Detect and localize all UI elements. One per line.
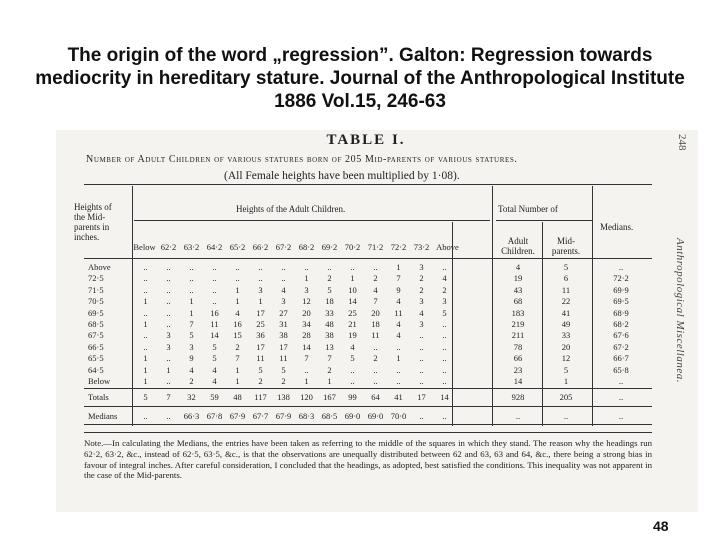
table-cell-adult: ..: [515, 411, 521, 421]
table-cell: 1: [235, 376, 240, 386]
table-cell: 1: [396, 353, 401, 364]
medians-row-label: Medians: [88, 411, 118, 421]
table-cell-median: 67·2: [613, 341, 629, 352]
table-cell: ..: [396, 341, 401, 352]
table-cell: 7: [304, 353, 309, 364]
table-cell: ..: [258, 273, 263, 284]
table-cell: ..: [143, 411, 148, 421]
table-cell-mid: 33: [561, 330, 571, 341]
table-cell: ..: [396, 376, 401, 386]
column-header: Above: [436, 242, 459, 252]
table-cell: ..: [235, 273, 240, 284]
table-cell: 1: [235, 296, 240, 307]
table-cell: 31: [279, 319, 288, 329]
table-cell: 20: [302, 307, 311, 318]
table-cell: 64: [371, 392, 380, 402]
rule: [134, 220, 490, 221]
table-row-label: Below: [88, 376, 111, 386]
table-cell: ..: [189, 284, 194, 295]
table-cell: ..: [166, 307, 171, 318]
table-cell: 19: [348, 330, 357, 341]
side-page-number: 248: [676, 134, 688, 151]
table-cell: ..: [212, 273, 217, 284]
table-cell: 5: [212, 341, 217, 352]
rule: [496, 220, 592, 221]
table-cell: 1: [143, 353, 148, 364]
table-cell: 1: [304, 376, 309, 386]
column-header: 71·2: [367, 242, 384, 252]
table-cell-mid: 11: [561, 284, 571, 295]
table-cell: 2: [419, 273, 424, 284]
table-cell: 9: [396, 284, 401, 295]
table-row-label: 72·5: [88, 273, 104, 284]
column-header: 63·2: [183, 242, 200, 252]
table-cell: ..: [419, 411, 424, 421]
table-cell: 7: [189, 319, 194, 329]
table-cell: 25: [256, 319, 265, 329]
table-row-label: 69·5: [88, 307, 104, 318]
table-cell-median: 69·9: [613, 284, 629, 295]
table-cell-median: ..: [618, 392, 624, 402]
table-cell: 14: [302, 341, 311, 352]
table-cell: 9: [189, 353, 194, 364]
scanned-table-page: [56, 130, 698, 512]
table-cell: 4: [396, 296, 401, 307]
table-cell: 68·5: [321, 411, 338, 421]
column-header: 62·2: [160, 242, 177, 252]
table-cell: 11: [279, 353, 288, 364]
table-cell: 2: [327, 273, 332, 284]
column-header: 70·2: [344, 242, 361, 252]
rule: [84, 406, 652, 407]
table-cell: 3: [258, 284, 263, 295]
table-row-label: 70·5: [88, 296, 104, 307]
table-cell: 1: [235, 364, 240, 375]
table-cell: ..: [419, 376, 424, 386]
column-header: 65·2: [229, 242, 246, 252]
table-cell: 17: [279, 341, 288, 352]
rule: [542, 222, 543, 426]
table-cell-mid: 20: [561, 341, 571, 352]
column-header: 72·2: [390, 242, 407, 252]
rule: [132, 186, 133, 426]
column-header: 69·2: [321, 242, 338, 252]
column-header: 68·2: [298, 242, 315, 252]
table-cell: 67·9: [229, 411, 246, 421]
slide-page-number: 48: [653, 518, 669, 534]
rule: [84, 184, 652, 185]
table-cell: 1: [189, 296, 194, 307]
table-cell: ..: [166, 319, 171, 329]
table-cell: 7: [396, 273, 401, 284]
table-cell: 7: [373, 296, 378, 307]
table-cell: 2: [258, 376, 263, 386]
table-cell: ..: [350, 376, 355, 386]
table-cell: 67·8: [206, 411, 223, 421]
table-cell: 2: [235, 341, 240, 352]
table-cell: ..: [143, 330, 148, 341]
table-cell: 2: [327, 364, 332, 375]
table-cell: 17: [417, 392, 426, 402]
table-cell: ..: [281, 262, 286, 272]
table-cell-adult: 23: [513, 364, 523, 375]
table-cell: 1: [143, 364, 148, 375]
table-cell: ..: [166, 262, 171, 272]
rule: [592, 186, 593, 426]
table-cell: ..: [419, 353, 424, 364]
table-cell: ..: [304, 262, 309, 272]
table-cell-median: 68·2: [613, 319, 629, 329]
table-cell: 1: [304, 273, 309, 284]
table-cell: 99: [348, 392, 357, 402]
column-header: 66·2: [252, 242, 269, 252]
table-cell: 14: [348, 296, 357, 307]
table-cell: 67·7: [252, 411, 269, 421]
table-cell: 3: [304, 284, 309, 295]
table-cell: ..: [166, 353, 171, 364]
table-cell: 5: [442, 307, 447, 318]
table-cell-mid: 22: [561, 296, 571, 307]
header-line: Mid-: [557, 236, 575, 246]
table-cell: ..: [350, 364, 355, 375]
header-midparents-col: [544, 236, 588, 256]
table-cell: 4: [396, 330, 401, 341]
table-cell: 17: [256, 341, 265, 352]
table-cell-adult: 19: [513, 273, 523, 284]
table-cell: ..: [442, 341, 447, 352]
table-cell: ..: [212, 296, 217, 307]
table-cell: 15: [233, 330, 242, 341]
table-cell: ..: [166, 411, 171, 421]
table-cell: 3: [189, 341, 194, 352]
table-cell: 4: [212, 364, 217, 375]
table-cell-adult: 66: [513, 353, 523, 364]
table-cell-adult: 183: [511, 307, 525, 318]
table-cell: 4: [442, 273, 447, 284]
table-cell: 38: [279, 330, 288, 341]
table-cell: 18: [325, 296, 334, 307]
table-cell: ..: [166, 273, 171, 284]
table-cell: 14: [210, 330, 219, 341]
table-cell: ..: [442, 376, 447, 386]
table-row-label: 71·5: [88, 284, 104, 295]
table-cell: 1: [166, 364, 171, 375]
table-cell-median: 65·8: [613, 364, 629, 375]
table-cell: 1: [235, 284, 240, 295]
table-cell: ..: [442, 364, 447, 375]
table-cell: 5: [212, 353, 217, 364]
table-cell: 117: [254, 392, 267, 402]
table-cell: 21: [348, 319, 357, 329]
table-cell: 28: [302, 330, 311, 341]
table-cell: 48: [325, 319, 334, 329]
table-cell: ..: [442, 411, 447, 421]
table-cell: ..: [143, 262, 148, 272]
table-cell: 36: [256, 330, 265, 341]
table-row-label: 66·5: [88, 341, 104, 352]
table-cell: 16: [210, 307, 219, 318]
table-cell: ..: [143, 341, 148, 352]
table-cell: 5: [327, 284, 332, 295]
table-cell: 3: [166, 341, 171, 352]
table-cell: 120: [300, 392, 313, 402]
table-cell: 11: [210, 319, 219, 329]
table-cell: 2: [373, 273, 378, 284]
table-cell: 38: [325, 330, 334, 341]
rule: [492, 186, 493, 426]
table-cell: ..: [442, 319, 447, 329]
table-cell: 5: [281, 364, 286, 375]
table-cell: 5: [350, 353, 355, 364]
table-cell: 4: [373, 284, 378, 295]
table-cell-mid: 205: [559, 392, 573, 402]
table-cell: 167: [323, 392, 336, 402]
table-cell-adult: 219: [511, 319, 525, 329]
table-cell: 1: [396, 262, 401, 272]
table-cell: 20: [371, 307, 380, 318]
table-cell: ..: [189, 262, 194, 272]
table-cell: ..: [442, 330, 447, 341]
table-cell-mid: 49: [561, 319, 571, 329]
header-adult-children-col: [496, 236, 540, 256]
table-cell-median: 72·2: [613, 273, 629, 284]
rule: [84, 424, 652, 425]
table-cell: 12: [302, 296, 311, 307]
table-cell: 70·0: [390, 411, 407, 421]
table-cell: ..: [419, 330, 424, 341]
table-cell: 2: [281, 376, 286, 386]
slide-title: The origin of the word „regression”. Galton: Regression towards mediocrity in hereditary stature. Journal of the Anthropological Institute 1886 Vol.15, 246-63: [35, 45, 685, 112]
table-row-label: Above: [88, 262, 111, 272]
table-cell: ..: [373, 376, 378, 386]
column-header: 67·2: [275, 242, 292, 252]
table-cell: 3: [281, 296, 286, 307]
column-header: 64·2: [206, 242, 223, 252]
table-cell: 138: [277, 392, 290, 402]
table-cell: 5: [189, 330, 194, 341]
table-cell: 67·9: [275, 411, 292, 421]
table-row-label: 68·5: [88, 319, 104, 329]
table-cell: ..: [419, 341, 424, 352]
table-cell: ..: [442, 262, 447, 272]
column-header: Below: [133, 242, 156, 252]
header-adult-children: Heights of the Adult Children.: [236, 204, 346, 214]
table-cell: 11: [394, 307, 403, 318]
table-cell: ..: [442, 353, 447, 364]
table-cell: 33: [325, 307, 334, 318]
table-cell: ..: [166, 284, 171, 295]
side-journal-title: Anthropological Miscellanea.: [674, 238, 686, 383]
table-cell: ..: [373, 341, 378, 352]
table-cell: 1: [327, 376, 332, 386]
table-cell: 4: [396, 319, 401, 329]
table-cell: ..: [189, 273, 194, 284]
table-cell: 2: [189, 376, 194, 386]
header-midparents-line: the Mid-: [74, 212, 106, 222]
table-cell: 14: [440, 392, 449, 402]
table-cell: 69·0: [344, 411, 361, 421]
table-cell: 3: [442, 296, 447, 307]
table-cell-mid: 6: [563, 273, 569, 284]
table-cell-median: 67·6: [613, 330, 629, 341]
table-row-label: 65·5: [88, 353, 104, 364]
table-cell: 4: [350, 341, 355, 352]
table-cell: ..: [419, 364, 424, 375]
table-cell-mid: 5: [563, 364, 569, 375]
table-cell: ..: [373, 364, 378, 375]
table-cell: 1: [189, 307, 194, 318]
table-cell: 68·3: [298, 411, 315, 421]
table-cell: 3: [419, 296, 424, 307]
table-cell: 3: [166, 330, 171, 341]
table-cell-adult: 43: [513, 284, 523, 295]
table-cell: 13: [325, 341, 334, 352]
table-cell: 11: [256, 353, 265, 364]
header-midparents: [74, 202, 126, 242]
table-cell: 7: [235, 353, 240, 364]
table-cell: 4: [419, 307, 424, 318]
table-cell: 18: [371, 319, 380, 329]
table-cell: 10: [348, 284, 357, 295]
table-cell-mid: 5: [563, 262, 569, 272]
table-cell: ..: [235, 262, 240, 272]
table-cell: 4: [281, 284, 286, 295]
table-footnote: Note.—In calculating the Medians, the entries have been taken as referring to the middle of the squares in which they stand. The reason why the headings run 62·2, 63·2, &c., instead of 62·5, 63·5, &c., is that the observations are unequally distributed between 62 and 63, 63 and 64, &c., there being a strong bias in favour of integral inches. After careful consideration, I concluded that the headings, as adopted, best satisfied the conditions. This inequality was not apparent in the case of the Mid-parents.: [84, 438, 652, 481]
table-cell: 5: [143, 392, 148, 402]
table-cell-mid: 12: [561, 353, 571, 364]
table-cell: ..: [166, 376, 171, 386]
header-midparents-line: parents in: [74, 222, 110, 232]
table-cell: 48: [233, 392, 242, 402]
table-cell: 2: [419, 284, 424, 295]
table-cell: 16: [233, 319, 242, 329]
table-label: TABLE I.: [326, 132, 406, 148]
table-cell-median: ..: [618, 411, 624, 421]
table-cell: 32: [187, 392, 196, 402]
table-cell: 3: [419, 262, 424, 272]
header-total-number: Total Number of: [498, 204, 558, 214]
table-heading: Number of Adult Children of various statures born of 205 Mid-parents of various statures.: [86, 154, 518, 165]
table-cell: 17: [256, 307, 265, 318]
table-cell-adult: 68: [513, 296, 523, 307]
column-header: 73·2: [413, 242, 430, 252]
table-cell: 41: [394, 392, 403, 402]
table-cell: ..: [373, 262, 378, 272]
table-cell: 7: [166, 392, 171, 402]
table-row-label: 67·5: [88, 330, 104, 341]
table-cell: ..: [396, 364, 401, 375]
table-cell: 2: [373, 353, 378, 364]
table-cell: ..: [212, 262, 217, 272]
totals-row-label: Totals: [88, 392, 109, 402]
table-cell: 1: [143, 296, 148, 307]
header-midparents-line: Heights of: [74, 202, 112, 212]
rule: [84, 432, 652, 433]
table-cell-adult: 928: [511, 392, 525, 402]
table-cell: 4: [235, 307, 240, 318]
header-midparents-line: inches.: [74, 232, 100, 242]
header-line: Children.: [501, 246, 535, 256]
table-cell: 27: [279, 307, 288, 318]
header-line: parents.: [551, 246, 581, 256]
table-cell: 4: [189, 364, 194, 375]
rule: [84, 388, 652, 389]
table-cell-adult: 211: [511, 330, 525, 341]
table-cell: ..: [143, 307, 148, 318]
table-cell: ..: [166, 296, 171, 307]
table-cell: ..: [350, 262, 355, 272]
table-cell: 4: [212, 376, 217, 386]
table-cell-median: 68·9: [613, 307, 629, 318]
table-cell-mid: ..: [563, 411, 569, 421]
rule: [84, 258, 652, 259]
table-cell-adult: 14: [513, 376, 523, 386]
table-cell: 1: [143, 319, 148, 329]
table-cell: ..: [327, 262, 332, 272]
table-cell-adult: 4: [515, 262, 521, 272]
table-cell-median: 69·5: [613, 296, 629, 307]
table-row-label: 64·5: [88, 364, 104, 375]
table-cell-mid: 1: [563, 376, 569, 386]
table-cell: 1: [350, 273, 355, 284]
table-cell: 3: [419, 319, 424, 329]
table-cell: ..: [281, 273, 286, 284]
table-cell: 7: [327, 353, 332, 364]
table-cell-median: ..: [618, 262, 624, 272]
header-medians: Medians.: [600, 222, 634, 232]
table-cell: 2: [442, 284, 447, 295]
female-heights-note: (All Female heights have been multiplied by 1·08).: [224, 170, 460, 182]
table-cell: 34: [302, 319, 311, 329]
table-cell: 5: [258, 364, 263, 375]
table-cell: 25: [348, 307, 357, 318]
table-cell-mid: 41: [561, 307, 571, 318]
table-cell-median: 66·7: [613, 353, 629, 364]
table-cell: ..: [143, 273, 148, 284]
table-cell: ..: [258, 262, 263, 272]
table-cell: 59: [210, 392, 219, 402]
header-line: Adult: [507, 236, 529, 246]
table-cell: 66·3: [183, 411, 200, 421]
table-cell: 11: [371, 330, 380, 341]
table-cell-adult: 78: [513, 341, 523, 352]
table-cell: 1: [258, 296, 263, 307]
table-cell-median: ..: [618, 376, 624, 386]
table-cell: ..: [212, 284, 217, 295]
table-cell: ..: [304, 364, 309, 375]
table-cell: ..: [143, 284, 148, 295]
table-cell: 69·0: [367, 411, 384, 421]
scan-content: [56, 130, 688, 512]
table-cell: 1: [143, 376, 148, 386]
